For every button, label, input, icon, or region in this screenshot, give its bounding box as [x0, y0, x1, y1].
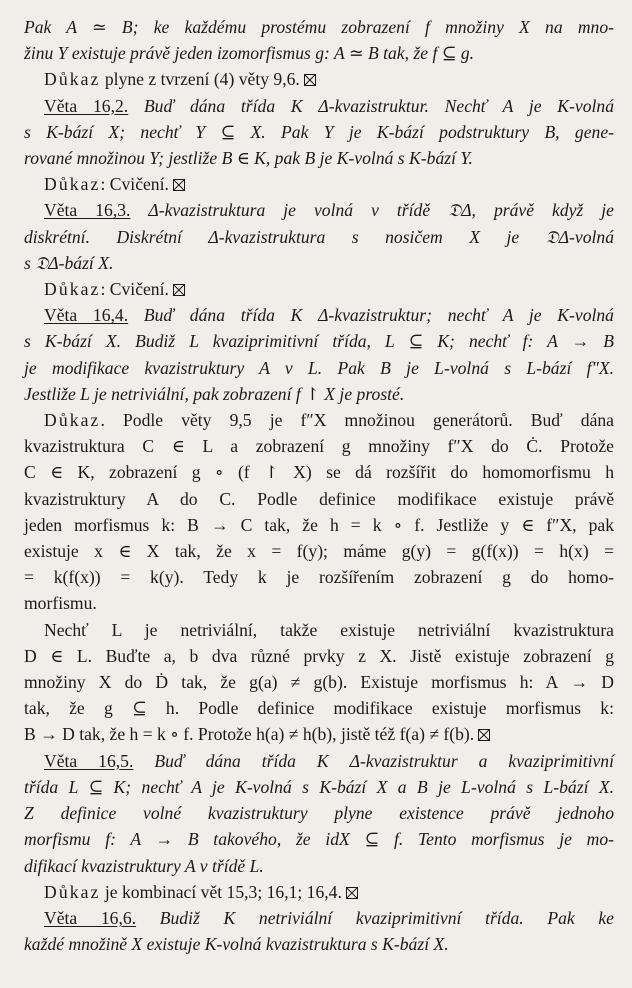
qed-box-icon [304, 74, 316, 86]
text-line: difikací kvazistruktury A v třídě L. [24, 855, 264, 876]
text-line: množiny X do Ḋ tak, že g(a) ≠ g(b). Existuje morfismus h: A → D [24, 672, 614, 693]
text-line: existuje x ∈ X tak, že x = f(y); máme g(y) = g(f(x)) = h(x) = [24, 541, 614, 562]
text-line: Nechť L je netriviální, takže existuje netriviální kvazistruktura [44, 619, 614, 640]
text-line: tak, že g ⊆ h. Podle definice modifikace existuje morfismus k: [24, 698, 614, 719]
qed-box-icon [478, 729, 490, 741]
text-line: diskrétní. Diskrétní Δ-kvazistruktura s nosičem X je 𝔇Δ-volná [24, 226, 614, 247]
theorem-heading: Věta 16,3. [44, 200, 131, 221]
text-line: = k(f(x)) = k(y). Tedy k je rozšířením zobrazení g do homo- [24, 567, 614, 588]
qed-box-icon [173, 284, 185, 296]
text-line: C ∈ K, zobrazení g ∘ (f ↾ X) se dá rozšířit do homomorfismu h [24, 462, 614, 483]
theorem-heading: Věta 16,4. [44, 305, 129, 326]
text-line [24, 905, 614, 931]
text-line: s 𝔇Δ-bází X. [24, 252, 114, 273]
proof-label: Důkaz [44, 410, 101, 431]
theorem-heading: Věta 16,5. [44, 750, 134, 771]
text-line: s K-bází X; nechť Y ⊆ X. Pak Y je K-bází podstruktury B, gene- [24, 121, 614, 142]
text-line [24, 197, 614, 223]
text-line: Pak A ≃ B; ke každému prostému zobrazení f množiny X na mno- [24, 17, 614, 37]
text-line: s K-bází X. Budiž L kvaziprimitivní třída, L ⊆ K; nechť f: A → B [24, 331, 614, 352]
theorem-heading: Věta 16,6. [44, 907, 137, 928]
text-line: Jestliže L je netriviální, pak zobrazení f ↾ X je prosté. [24, 383, 405, 404]
theorem-text: Budiž K netriviální kvaziprimitivní třída. Pak ke [136, 907, 614, 928]
text-line [24, 407, 614, 433]
text-line: třída L ⊆ K; nechť A je K-volná s K-bází X a B je L-volná s L-bází X. [24, 776, 614, 797]
theorem-text: Buď dána třída K Δ-kvazistruktur a kvaziprimitivní [133, 750, 614, 771]
proof-label: Důkaz [44, 279, 101, 300]
text-line: rované množinou Y; jestliže B ∈ K, pak B je K-volná s K-bází Y. [24, 148, 473, 169]
text-line [24, 93, 614, 119]
theorem-heading: Věta 16,2. [44, 95, 129, 116]
theorem-text: Δ-kvazistruktura je volná v třídě 𝔇Δ, právě když je [130, 200, 614, 221]
text-line: kvazistruktury A do C. Podle definice modifikace existuje právě [24, 488, 614, 509]
proof-label: Důkaz [44, 881, 101, 902]
qed-box-icon [346, 887, 358, 899]
proof-text: plyne z tvrzení (4) věty 9,6. [100, 69, 300, 90]
theorem-text: Buď dána třída K Δ-kvazistruktur. Nechť A je K-volná [128, 95, 614, 116]
text-line: je modifikace kvazistruktury A v L. Pak B je L-volná s L-bází f″X. [24, 357, 614, 378]
text-line: morfismu. [24, 593, 97, 614]
text-line [24, 66, 614, 92]
text-line [24, 171, 614, 197]
text-line [24, 748, 614, 774]
proof-text: je kombinací vět 15,3; 16,1; 16,4. [100, 881, 342, 902]
text-line: jeden morfismus k: B → C tak, že h = k ∘ f. Jestliže y ∈ f″X, pak [24, 514, 614, 535]
text-line: každé množině X existuje K-volná kvazistruktura s K-bází X. [24, 934, 449, 955]
text-line: kvazistruktura C ∈ L a zobrazení g množiny f″X do Ċ. Protože [24, 436, 614, 457]
text-line: B → D tak, že h = k ∘ f. Protože h(a) ≠ h(b), jistě též f(a) ≠ f(b). [24, 721, 614, 747]
text-line [24, 879, 614, 905]
theorem-text: Buď dána třída K Δ-kvazistruktur; nechť A je K-volná [128, 305, 614, 326]
text-line [24, 302, 614, 328]
text-line: morfismu f: A → B takového, že idX ⊆ f. Tento morfismus je mo- [24, 829, 614, 850]
proof-text: . Podle věty 9,5 je f″X množinou generátorů. Buď dána [100, 410, 614, 431]
text-line: D ∈ L. Buďte a, b dva různé prvky z X. Jistě existuje zobrazení g [24, 645, 614, 666]
proof-text: : Cvičení. [100, 279, 169, 300]
text-line: Z definice volné kvazistruktury plyne existence právě jednoho [24, 803, 614, 824]
text-line [24, 276, 614, 302]
proof-label: Důkaz [44, 174, 101, 195]
proof-label: Důkaz [44, 69, 101, 90]
qed-box-icon [173, 179, 185, 191]
text-line: žinu Y existuje právě jeden izomorfismus g: A ≃ B tak, že f ⊆ g. [24, 43, 475, 64]
proof-text: : Cvičení. [100, 174, 169, 195]
